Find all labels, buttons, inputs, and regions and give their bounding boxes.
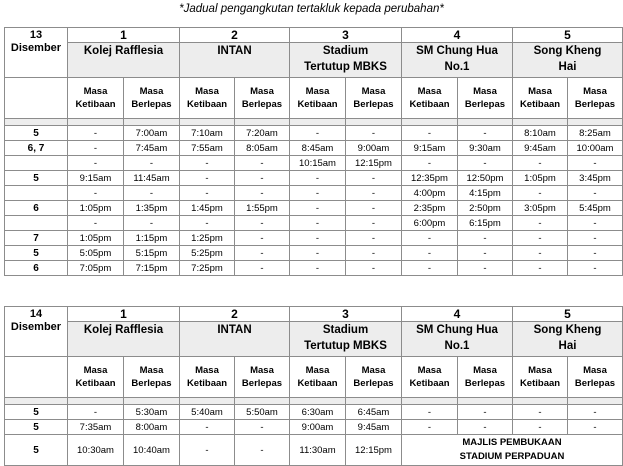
table-row [5, 420, 623, 435]
location-number: 1 [68, 307, 180, 322]
gap-cell [458, 398, 513, 405]
time-cell: - [458, 405, 513, 420]
time-cell: - [235, 231, 290, 246]
gap-cell [402, 398, 458, 405]
table-row [5, 171, 623, 186]
time-cell: - [346, 126, 402, 141]
location-name [68, 322, 180, 357]
location-name-text: INTAN [217, 324, 252, 336]
time-cell: 7:35am [68, 420, 124, 435]
table-row [5, 216, 623, 231]
gap-cell [568, 119, 623, 126]
time-cell: 8:45am [290, 141, 346, 156]
time-cell: - [68, 405, 124, 420]
time-cell: 9:45am [346, 420, 402, 435]
time-cell: - [513, 186, 568, 201]
gap-cell [124, 398, 180, 405]
sub-header-text: Masa Ketibaan [409, 365, 450, 389]
time-cell: - [346, 231, 402, 246]
time-cell: - [568, 246, 623, 261]
day-cell: 6 [5, 261, 68, 276]
gap-cell [235, 119, 290, 126]
time-cell: - [68, 141, 124, 156]
time-cell: - [180, 420, 235, 435]
sub-header-departure [346, 357, 402, 398]
table-row [5, 186, 623, 201]
day-cell: 5 [5, 435, 68, 466]
time-cell: - [402, 246, 458, 261]
header-gap-row [5, 119, 623, 126]
schedule-table-13-dec [4, 27, 623, 276]
schedule-note: *Jadual pengangkutan tertakluk kepada perubahan* [179, 3, 444, 15]
table-row [5, 435, 623, 466]
location-number: 4 [402, 307, 513, 322]
location-name [513, 322, 623, 357]
time-cell: 3:05pm [513, 201, 568, 216]
time-cell: - [513, 156, 568, 171]
time-cell: - [124, 156, 180, 171]
header-gap-row [5, 398, 623, 405]
date-cell [5, 28, 68, 78]
sub-header-arrival [402, 78, 458, 119]
table-row [5, 231, 623, 246]
time-cell: 1:05pm [68, 231, 124, 246]
time-cell: 7:20am [235, 126, 290, 141]
time-cell: 12:15pm [346, 156, 402, 171]
sub-header-text: Masa Ketibaan [75, 365, 116, 389]
sub-header-text: Masa Berlepas [353, 365, 394, 389]
time-cell: - [346, 171, 402, 186]
time-cell: - [124, 186, 180, 201]
sub-header-row [5, 78, 623, 119]
time-cell: - [513, 405, 568, 420]
time-cell: 8:00am [124, 420, 180, 435]
time-cell: 9:15am [68, 171, 124, 186]
time-cell: - [458, 420, 513, 435]
location-number: 3 [290, 28, 402, 43]
location-name [290, 322, 402, 357]
time-cell: - [180, 156, 235, 171]
time-cell: - [235, 171, 290, 186]
gap-cell [346, 398, 402, 405]
gap-cell [124, 119, 180, 126]
sub-header-text: Masa Berlepas [574, 365, 616, 389]
sub-header-arrival [290, 357, 346, 398]
time-cell: 5:15pm [124, 246, 180, 261]
time-cell: 7:25pm [180, 261, 235, 276]
location-name [180, 43, 290, 78]
time-cell: - [513, 246, 568, 261]
time-cell: - [346, 246, 402, 261]
time-cell: 6:00pm [402, 216, 458, 231]
sub-header-text: Masa Berlepas [131, 86, 172, 110]
time-cell: 8:05am [235, 141, 290, 156]
time-cell: 1:45pm [180, 201, 235, 216]
time-cell: - [290, 246, 346, 261]
time-cell: 1:05pm [513, 171, 568, 186]
location-name-row [5, 322, 623, 357]
gap-cell [290, 119, 346, 126]
gap-cell [5, 119, 68, 126]
time-cell: 9:15am [402, 141, 458, 156]
location-name [290, 43, 402, 78]
time-cell: - [290, 231, 346, 246]
sub-header-departure [346, 78, 402, 119]
time-cell: 10:40am [124, 435, 180, 466]
time-cell: - [513, 231, 568, 246]
time-cell: 4:00pm [402, 186, 458, 201]
time-cell: - [180, 435, 235, 466]
sub-header-text: Masa Ketibaan [519, 365, 561, 389]
time-cell: 1:15pm [124, 231, 180, 246]
time-cell: 6:30am [290, 405, 346, 420]
time-cell: 5:45pm [568, 201, 623, 216]
time-cell: 5:50am [235, 405, 290, 420]
sub-header-blank [5, 357, 68, 398]
time-cell: 12:15pm [346, 435, 402, 466]
time-cell: 10:15am [290, 156, 346, 171]
date-day: 13 [29, 29, 43, 41]
time-cell: - [513, 261, 568, 276]
time-cell: 6:45am [346, 405, 402, 420]
time-cell: - [402, 231, 458, 246]
sub-header-arrival [180, 357, 235, 398]
time-cell: - [290, 126, 346, 141]
location-number: 2 [180, 28, 290, 43]
time-cell: 8:10am [513, 126, 568, 141]
time-cell: - [458, 126, 513, 141]
schedule-table-14-dec [4, 306, 623, 466]
day-cell: 5 [5, 246, 68, 261]
time-cell: 4:15pm [458, 186, 513, 201]
time-cell: 1:55pm [235, 201, 290, 216]
sub-header-departure [235, 357, 290, 398]
time-cell: - [513, 216, 568, 231]
date-month: Disember [10, 42, 62, 54]
time-cell: - [568, 186, 623, 201]
time-cell: - [568, 216, 623, 231]
time-cell: 9:00am [290, 420, 346, 435]
time-cell: 9:30am [458, 141, 513, 156]
time-cell: - [402, 261, 458, 276]
sub-header-row [5, 357, 623, 398]
location-name [402, 43, 513, 78]
time-cell: - [290, 216, 346, 231]
time-cell: - [458, 261, 513, 276]
time-cell: - [402, 420, 458, 435]
gap-cell [180, 119, 235, 126]
gap-cell [458, 119, 513, 126]
time-cell: - [180, 216, 235, 231]
time-cell: 7:00am [124, 126, 180, 141]
table-row [5, 126, 623, 141]
sub-header-departure [124, 357, 180, 398]
table-row [5, 246, 623, 261]
time-cell: 10:30am [68, 435, 124, 466]
location-name-row [5, 43, 623, 78]
time-cell: 11:45am [124, 171, 180, 186]
sub-header-text: Masa Berlepas [241, 86, 283, 110]
table-row [5, 261, 623, 276]
time-cell: - [290, 186, 346, 201]
location-number-row [5, 307, 623, 322]
location-name-text: SM Chung Hua No.1 [416, 324, 498, 352]
location-number: 1 [68, 28, 180, 43]
sub-header-text: Masa Ketibaan [186, 86, 228, 110]
table-row [5, 201, 623, 216]
sub-header-departure [458, 357, 513, 398]
time-cell: - [458, 246, 513, 261]
time-cell: - [568, 261, 623, 276]
sub-header-blank [5, 78, 68, 119]
time-cell: - [68, 216, 124, 231]
location-number: 3 [290, 307, 402, 322]
sub-header-text: Masa Berlepas [353, 86, 394, 110]
location-name-text: Kolej Rafflesia [83, 324, 164, 336]
time-cell: - [346, 201, 402, 216]
sub-header-departure [568, 78, 623, 119]
event-note: MAJLIS PEMBUKAAN STADIUM PERPADUAN [402, 435, 623, 466]
time-cell: 7:45am [124, 141, 180, 156]
sub-header-text: Masa Berlepas [464, 365, 506, 389]
location-name-text: Song Kheng Hai [533, 45, 602, 73]
time-cell: - [458, 156, 513, 171]
time-cell: - [346, 186, 402, 201]
time-cell: - [458, 231, 513, 246]
sub-header-departure [568, 357, 623, 398]
sub-header-arrival [180, 78, 235, 119]
day-cell [5, 156, 68, 171]
time-cell: - [346, 261, 402, 276]
day-cell: 5 [5, 126, 68, 141]
time-cell: 9:45am [513, 141, 568, 156]
location-name-text: Stadium Tertutup MBKS [304, 45, 387, 73]
time-cell: 9:00am [346, 141, 402, 156]
sub-header-text: Masa Ketibaan [297, 86, 338, 110]
day-cell: 5 [5, 171, 68, 186]
time-cell: 1:35pm [124, 201, 180, 216]
sub-header-departure [124, 78, 180, 119]
time-cell: 7:15pm [124, 261, 180, 276]
day-cell: 6 [5, 201, 68, 216]
sub-header-text: Masa Berlepas [241, 365, 283, 389]
gap-cell [290, 398, 346, 405]
time-cell: 5:40am [180, 405, 235, 420]
time-cell: 7:55am [180, 141, 235, 156]
time-cell: 1:25pm [180, 231, 235, 246]
date-day: 14 [29, 308, 43, 320]
time-cell: - [68, 126, 124, 141]
sub-header-arrival [513, 78, 568, 119]
sub-header-arrival [290, 78, 346, 119]
time-cell: - [568, 405, 623, 420]
location-name-text: Kolej Rafflesia [83, 45, 164, 57]
time-cell: 2:35pm [402, 201, 458, 216]
sub-header-arrival [513, 357, 568, 398]
sub-header-text: Masa Ketibaan [519, 86, 561, 110]
location-name [513, 43, 623, 78]
time-cell: 12:50pm [458, 171, 513, 186]
location-name [68, 43, 180, 78]
sub-header-text: Masa Ketibaan [297, 365, 338, 389]
location-name [180, 322, 290, 357]
sub-header-text: Masa Berlepas [131, 365, 172, 389]
time-cell: - [568, 231, 623, 246]
time-cell: 7:10am [180, 126, 235, 141]
gap-cell [235, 398, 290, 405]
time-cell: - [235, 435, 290, 466]
time-cell: - [290, 261, 346, 276]
time-cell: - [235, 156, 290, 171]
location-name [402, 322, 513, 357]
time-cell: 10:00am [568, 141, 623, 156]
time-cell: - [124, 216, 180, 231]
sub-header-arrival [68, 357, 124, 398]
location-number-row [5, 28, 623, 43]
time-cell: - [513, 420, 568, 435]
time-cell: 6:15pm [458, 216, 513, 231]
table-row [5, 405, 623, 420]
sub-header-departure [458, 78, 513, 119]
time-cell: - [346, 216, 402, 231]
time-cell: 8:25am [568, 126, 623, 141]
table-row [5, 156, 623, 171]
time-cell: - [235, 261, 290, 276]
day-cell: 7 [5, 231, 68, 246]
time-cell: 12:35pm [402, 171, 458, 186]
time-cell: - [68, 186, 124, 201]
location-number: 5 [513, 28, 623, 43]
time-cell: 5:25pm [180, 246, 235, 261]
time-cell: - [290, 171, 346, 186]
gap-cell [402, 119, 458, 126]
day-cell [5, 186, 68, 201]
time-cell: - [235, 420, 290, 435]
time-cell: 5:30am [124, 405, 180, 420]
time-cell: - [180, 186, 235, 201]
time-cell: 2:50pm [458, 201, 513, 216]
time-cell: 11:30am [290, 435, 346, 466]
gap-cell [346, 119, 402, 126]
day-cell: 5 [5, 405, 68, 420]
date-month: Disember [10, 321, 62, 333]
sub-header-arrival [68, 78, 124, 119]
time-cell: - [402, 156, 458, 171]
sub-header-text: Masa Berlepas [464, 86, 506, 110]
gap-cell [68, 119, 124, 126]
time-cell: - [235, 186, 290, 201]
time-cell: - [290, 201, 346, 216]
time-cell: - [68, 156, 124, 171]
gap-cell [568, 398, 623, 405]
time-cell: 1:05pm [68, 201, 124, 216]
time-cell: - [235, 246, 290, 261]
day-cell: 6, 7 [5, 141, 68, 156]
sub-header-text: Masa Ketibaan [186, 365, 228, 389]
sub-header-arrival [402, 357, 458, 398]
location-name-text: Song Kheng Hai [533, 324, 602, 352]
gap-cell [513, 119, 568, 126]
time-cell: 5:05pm [68, 246, 124, 261]
gap-cell [513, 398, 568, 405]
location-number: 2 [180, 307, 290, 322]
time-cell: - [235, 216, 290, 231]
time-cell: - [402, 126, 458, 141]
time-cell: - [568, 420, 623, 435]
sub-header-text: Masa Ketibaan [75, 86, 116, 110]
gap-cell [68, 398, 124, 405]
time-cell: - [180, 171, 235, 186]
sub-header-text: Masa Ketibaan [409, 86, 450, 110]
sub-header-text: Masa Berlepas [574, 86, 616, 110]
day-cell [5, 216, 68, 231]
sub-header-departure [235, 78, 290, 119]
location-name-text: Stadium Tertutup MBKS [304, 324, 387, 352]
location-number: 5 [513, 307, 623, 322]
location-name-text: SM Chung Hua No.1 [416, 45, 498, 73]
time-cell: - [402, 405, 458, 420]
gap-cell [5, 398, 68, 405]
gap-cell [180, 398, 235, 405]
time-cell: 3:45pm [568, 171, 623, 186]
location-name-text: INTAN [217, 45, 252, 57]
location-number: 4 [402, 28, 513, 43]
time-cell: 7:05pm [68, 261, 124, 276]
day-cell: 5 [5, 420, 68, 435]
table-row [5, 141, 623, 156]
date-cell [5, 307, 68, 357]
time-cell: - [568, 156, 623, 171]
